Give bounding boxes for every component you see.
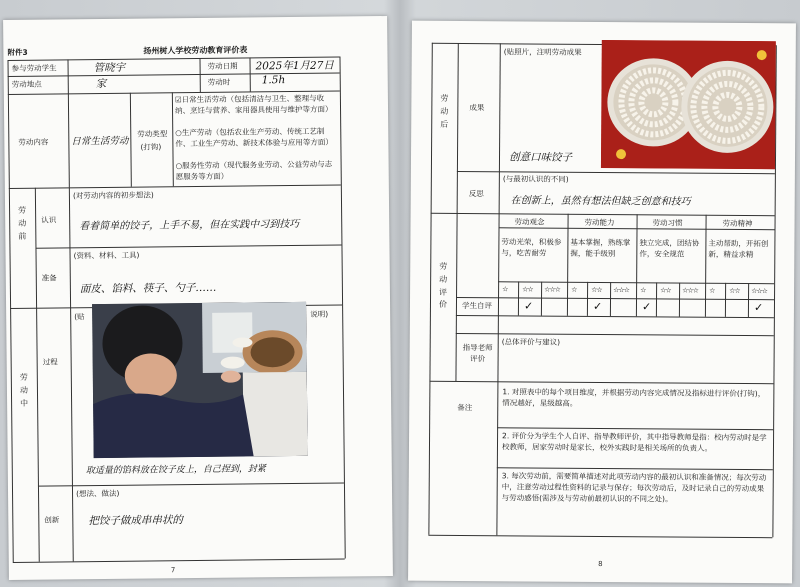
place-label: 劳动地点 xyxy=(11,79,42,89)
type-option-2: ○生产劳动（包括农业生产劳动、传统工艺制作、工业生产劳动、新技术体验与应用等方面） xyxy=(175,126,333,149)
star-1-1: ☆☆ xyxy=(591,285,602,294)
star-3-2: ☆☆☆ xyxy=(751,287,767,296)
result-value: 创意口味饺子 xyxy=(508,151,573,164)
prep-value: 面皮、馅料、筷子、勺子…… xyxy=(79,281,217,296)
before-label: 劳动前 xyxy=(18,205,27,241)
type-option-1: ☑日常生活劳动（包括清洁与卫生、整理与收纳、烹饪与营养、家用器具使用与维护等方面） xyxy=(174,93,333,116)
star-1-2: ☆☆☆ xyxy=(613,286,629,295)
reflect-value: 在创新上，虽然有想法但缺乏创意和技巧 xyxy=(510,195,691,208)
innovation-hint: (想法、做法) xyxy=(75,488,120,499)
star-2-1: ☆☆ xyxy=(660,286,671,295)
student-name: 管晓宇 xyxy=(93,61,126,75)
duration-label: 劳动时 xyxy=(207,77,231,87)
self-eval-label: 学生自评 xyxy=(461,301,493,311)
attachment-label: 附件3 xyxy=(7,47,28,57)
cognition-label: 认识 xyxy=(41,215,57,225)
after-label: 劳动后 xyxy=(440,93,449,129)
check-dim-0: ✓ xyxy=(523,299,534,313)
date-value: 2025年1月27日 xyxy=(255,59,334,73)
dim-2-name: 劳动习惯 xyxy=(652,218,683,228)
note-3: 3. 每次劳动前，需要简单描述对此项劳动内容的最初认识和准备情况；每次劳动中，注意劳动过程性资料的记录与保存；每次劳动后，及时记录自己的劳动成果与劳动感悟(需涉及与劳动前最初认识的不同之处)。 xyxy=(501,471,767,504)
dim-2-desc: 独立完成，团结协作，安全规范 xyxy=(639,238,700,259)
eval-label: 劳动评价 xyxy=(438,261,448,310)
type-option-3: ○服务性劳动（现代服务业劳动、公益劳动与志愿服务等方面） xyxy=(175,159,333,182)
star-3-0: ☆ xyxy=(709,286,715,295)
star-0-2: ☆☆☆ xyxy=(544,285,560,294)
date-label: 劳动日期 xyxy=(207,61,238,71)
star-2-2: ☆☆☆ xyxy=(682,286,698,295)
reflect-label: 反思 xyxy=(468,189,484,199)
dim-0-name: 劳动观念 xyxy=(514,217,545,227)
dim-1-name: 劳动能力 xyxy=(584,217,615,228)
process-value: 取适量的馅料放在饺子皮上，自己捏到，封紧 xyxy=(85,464,266,477)
result-label: 成果 xyxy=(469,103,485,113)
cognition-hint: (对劳动内容的初步想法) xyxy=(72,190,154,201)
innovation-label: 创新 xyxy=(44,515,60,525)
type-sub: (打钩) xyxy=(140,142,162,152)
type-label: 劳动类型 xyxy=(137,129,168,139)
place-value: 家 xyxy=(95,77,107,91)
check-dim-3: ✓ xyxy=(753,301,764,315)
cognition-value: 看着简单的饺子，上手不易，但在实践中习到技巧 xyxy=(79,218,300,233)
star-3-1: ☆☆ xyxy=(729,286,740,295)
star-2-0: ☆ xyxy=(640,286,646,295)
innovation-value: 把饺子做成串串状的 xyxy=(88,514,183,528)
right-page xyxy=(408,21,796,584)
prep-hint: (资料、材料、工具) xyxy=(73,250,140,261)
note-2: 2. 评价分为学生个人自评、指导教师评价，其中指导教师是指：校内劳动时是学校教师，居家劳动时是家长，校外实践时是相关场所的负责人。 xyxy=(501,431,767,453)
content-value: 日常生活劳动 xyxy=(71,135,129,148)
boy-making-dumplings-image xyxy=(92,302,308,458)
content-label: 劳动内容 xyxy=(18,137,49,147)
result-hint: (贴照片，注明劳动成果 xyxy=(503,47,582,57)
page-number-right: 8 xyxy=(598,559,603,569)
process-hint-right: 说明) xyxy=(310,309,329,319)
star-0-1: ☆☆ xyxy=(522,285,533,294)
teacher-hint: (总体评价与建议) xyxy=(501,337,561,347)
check-dim-2: ✓ xyxy=(641,300,652,314)
process-photo xyxy=(92,302,308,458)
process-hint-left: (贴 xyxy=(74,312,85,322)
star-0-0: ☆ xyxy=(502,285,508,294)
notes-label: 备注 xyxy=(457,402,473,413)
dumpling-plates-image xyxy=(601,40,776,169)
check-dim-1: ✓ xyxy=(592,299,603,314)
dim-3-desc: 主动帮助，开拓创新，精益求精 xyxy=(708,238,769,259)
process-label: 过程 xyxy=(42,357,58,367)
prep-label: 准备 xyxy=(41,273,57,283)
reflect-hint: (与最初认识的不同) xyxy=(502,174,569,184)
teacher-label: 指导老师评价 xyxy=(462,343,493,364)
star-1-0: ☆ xyxy=(571,285,577,294)
dim-1-desc: 基本掌握，熟练掌握，能手级别 xyxy=(570,237,631,258)
page-number-left: 7 xyxy=(170,566,176,575)
left-page xyxy=(3,16,393,580)
duration-value: 1.5h xyxy=(261,74,286,87)
form-title: 扬州树人学校劳动教育评价表 xyxy=(143,45,248,56)
during-label: 劳动中 xyxy=(19,372,29,408)
dim-0-desc: 劳动光荣，积极参与，吃苦耐劳 xyxy=(501,237,562,258)
dim-3-name: 劳动精神 xyxy=(722,218,753,229)
result-photo xyxy=(601,40,776,169)
note-1: 1. 对照表中的每个项目维度，并根据劳动内容完成情况及指标进行评价(打钩)，情况越好，星级越高。 xyxy=(502,387,766,408)
student-label: 参与劳动学生 xyxy=(11,63,57,73)
